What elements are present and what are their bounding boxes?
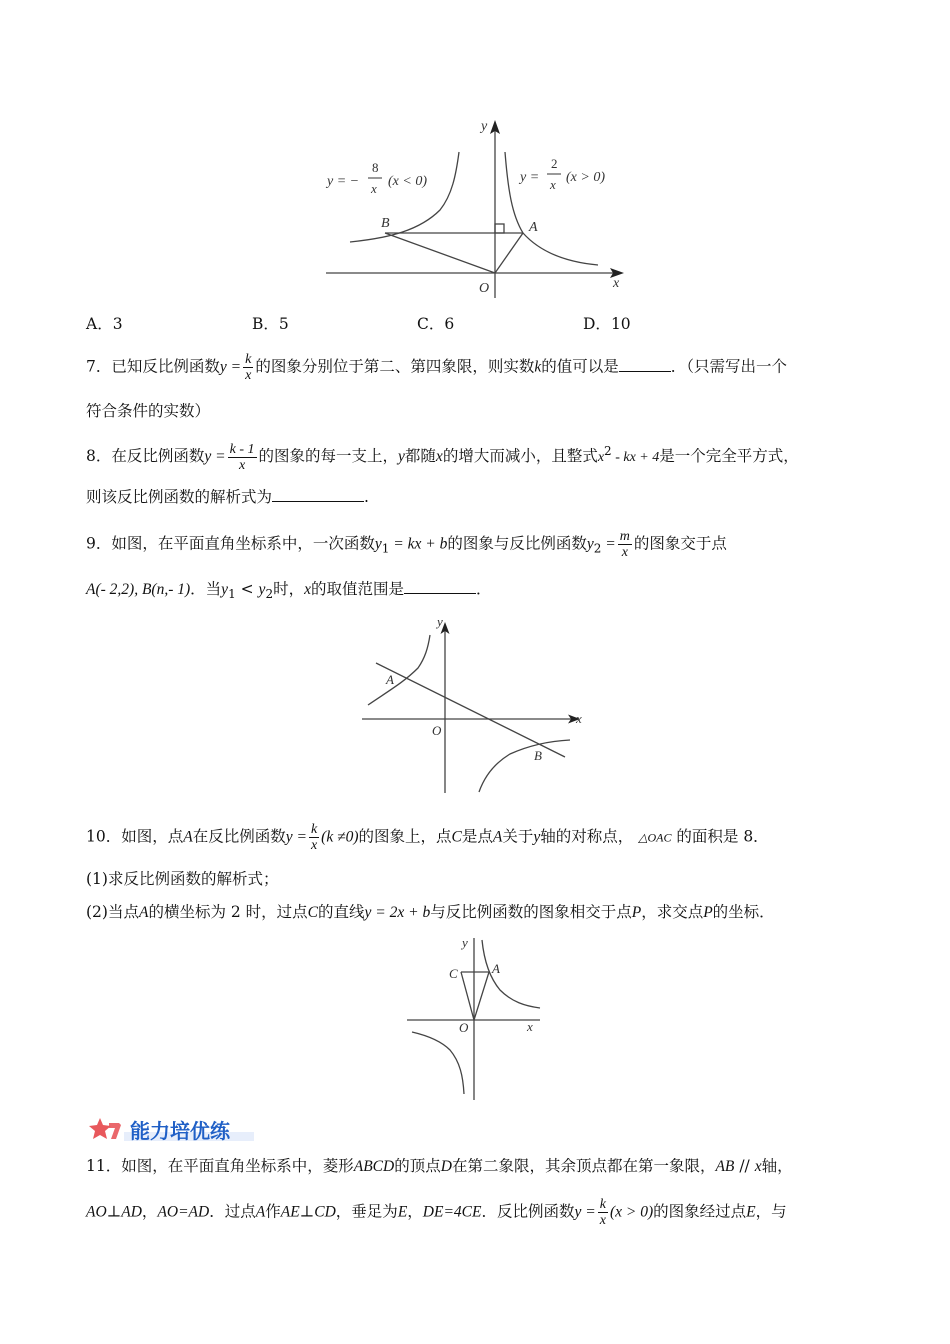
question-7-line-2: 符合条件的实数） bbox=[86, 402, 211, 420]
question-7-line-1: 7．已知反比例函数y = $\frac{k}{x}$ 的图象分别位于第二、第四象限，则实数k的值可以是 ．（只需写出一个 bbox=[86, 352, 788, 383]
point-b-label: B bbox=[534, 748, 542, 763]
fraction: $\frac{k - 1}{x}$ bbox=[229, 441, 255, 473]
point-b-label: B bbox=[381, 216, 390, 231]
fraction: $\frac{k}{x}$ bbox=[310, 822, 318, 853]
right-eq-num: 2 bbox=[551, 156, 558, 171]
x-axis-label: x bbox=[576, 711, 582, 726]
section-banner bbox=[86, 1115, 266, 1143]
option-d: D．10 bbox=[583, 315, 631, 333]
option-b: B．5 bbox=[252, 315, 289, 333]
left-hyperbola bbox=[350, 152, 459, 242]
figure-triangle-oac bbox=[400, 930, 550, 1105]
question-10-line-1: 10．如图，点A在反比例函数y = $\frac{k}{x}$ (k ≠0)的图象上，点C是点A关于y轴的对称点， △OAC 的面积是 8． bbox=[86, 822, 769, 853]
question-11-line-2: AO⊥AD，AO=AD．过点A作AE⊥CD，垂足为E，DE=4CE．反比例函数y = $\frac{k}{x}$ (x > 0)的图象经过点E，与 bbox=[86, 1197, 787, 1228]
option-c: C．6 bbox=[417, 315, 455, 333]
figure-line-hyperbola bbox=[355, 612, 590, 797]
question-9-line-2: A(- 2,2), B(n,- 1)．当$y_1 < y_2$时，x的取值范围是 ． bbox=[86, 580, 492, 602]
x-axis-label: x bbox=[613, 276, 620, 291]
right-eq-prefix: y = bbox=[520, 170, 540, 185]
question-11-line-1: 11．如图，在平面直角坐标系中，菱形ABCD的顶点D在第二象限，其余顶点都在第一象限，AB // x轴， bbox=[86, 1157, 793, 1175]
figure-hyperbolas-ab bbox=[320, 112, 640, 302]
question-8-line-2: 则该反比例函数的解析式为 . bbox=[86, 488, 369, 506]
question-10-part-1: (1)求反比例函数的解析式； bbox=[86, 870, 279, 888]
y-axis-label: y bbox=[481, 119, 488, 134]
right-branch bbox=[479, 740, 570, 792]
point-a-label: A bbox=[492, 961, 500, 976]
y-axis-label: y bbox=[437, 614, 443, 629]
right-eq-den: x bbox=[550, 177, 556, 192]
right-angle-mark bbox=[495, 224, 504, 233]
answer-blank[interactable] bbox=[404, 579, 476, 594]
right-eq-cond: (x > 0) bbox=[566, 170, 605, 185]
left-branch bbox=[412, 1032, 464, 1094]
left-branch bbox=[368, 635, 430, 705]
question-10-part-2: (2)当点A的横坐标为 2 时，过点C的直线y = 2x + b与反比例函数的图象相交于点P，求交点P的坐标． bbox=[86, 903, 775, 921]
origin-label: O bbox=[479, 281, 490, 296]
segment-co bbox=[461, 972, 474, 1020]
origin-label: O bbox=[459, 1020, 469, 1035]
x-axis-label: x bbox=[527, 1019, 533, 1034]
question-8-line-1: 8．在反比例函数y = $\frac{k - 1}{x}$ 的图象的每一支上，y都随x的增大而减小，且整式$x^2$ - kx + 4是一个完全平方式， bbox=[86, 441, 799, 473]
left-eq-den: x bbox=[371, 181, 377, 196]
fraction: $\frac{k}{x}$ bbox=[599, 1197, 606, 1228]
question-9-line-1: 9．如图，在平面直角坐标系中，一次函数$y_1$ = kx + b的图象与反比例函数$y_2$ = $\frac{m}{x}$ 的图象交于点 bbox=[86, 529, 727, 560]
section-title: 能力培优练 bbox=[130, 1119, 230, 1143]
left-eq-num: 8 bbox=[372, 160, 379, 175]
segment-bo bbox=[385, 233, 495, 273]
left-eq-cond: (x < 0) bbox=[388, 174, 427, 189]
fraction: $\frac{k}{x}$ bbox=[245, 352, 252, 383]
y-axis-label: y bbox=[462, 935, 468, 950]
point-c-label: C bbox=[449, 966, 458, 981]
option-a: A．3 bbox=[86, 315, 123, 333]
linear-function bbox=[376, 663, 565, 757]
answer-blank[interactable] bbox=[619, 357, 671, 372]
point-a-label: A bbox=[386, 672, 394, 687]
left-eq-prefix: y = − bbox=[327, 174, 360, 189]
answer-blank[interactable] bbox=[272, 487, 364, 502]
right-branch bbox=[482, 940, 540, 1008]
fraction: $\frac{m}{x}$ bbox=[619, 529, 630, 560]
segment-ao bbox=[474, 972, 489, 1020]
origin-label: O bbox=[432, 723, 442, 738]
star-badge-icon bbox=[88, 1117, 122, 1143]
segment-ao bbox=[495, 233, 523, 273]
point-a-label: A bbox=[529, 220, 538, 235]
